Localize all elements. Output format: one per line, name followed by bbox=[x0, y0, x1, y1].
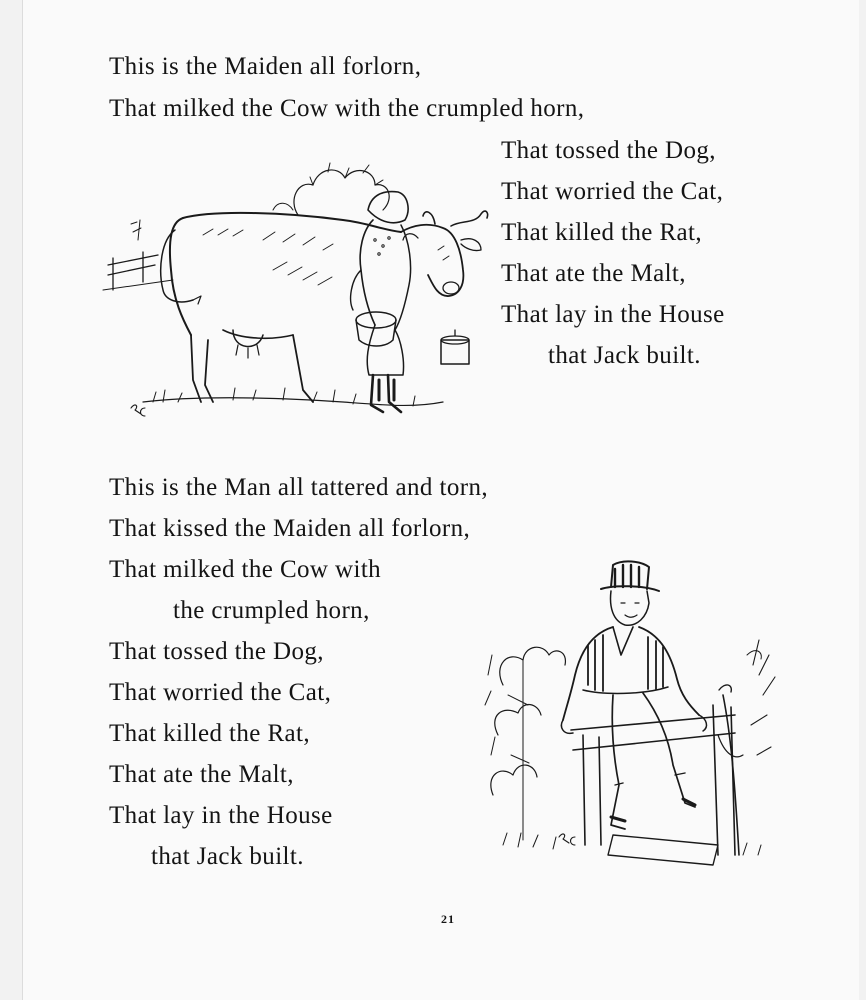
page-number: 21 bbox=[441, 912, 455, 926]
stanza1-line-5: That killed the Rat, bbox=[501, 219, 703, 246]
stanza2-line-4: the crumpled horn, bbox=[173, 597, 370, 624]
stanza1-line-8: that Jack built. bbox=[548, 342, 701, 369]
stanza1-line-7: That lay in the House bbox=[501, 301, 725, 328]
stanza1-line-1: This is the Maiden all forlorn, bbox=[109, 53, 422, 80]
stanza2-line-8: That ate the Malt, bbox=[109, 761, 294, 788]
stanza2-line-5: That tossed the Dog, bbox=[109, 638, 324, 665]
stanza2-line-1: This is the Man all tattered and torn, bbox=[109, 474, 488, 501]
stanza1-line-6: That ate the Malt, bbox=[501, 260, 686, 287]
stanza2-line-9: That lay in the House bbox=[109, 802, 333, 829]
stanza2-line-7: That killed the Rat, bbox=[109, 720, 311, 747]
stanza1-line-3: That tossed the Dog, bbox=[501, 137, 716, 164]
stanza2-line-3: That milked the Cow with bbox=[109, 556, 382, 583]
stanza1-line-2: That milked the Cow with the crumpled horn, bbox=[109, 95, 585, 122]
maiden-milking-cow-illustration bbox=[83, 140, 503, 440]
tattered-man-at-stile-illustration bbox=[463, 555, 783, 875]
book-page bbox=[22, 0, 859, 1000]
stanza1-line-4: That worried the Cat, bbox=[501, 178, 724, 205]
stanza2-line-6: That worried the Cat, bbox=[109, 679, 332, 706]
stanza2-line-10: that Jack built. bbox=[151, 843, 304, 870]
stanza2-line-2: That kissed the Maiden all forlorn, bbox=[109, 515, 471, 542]
